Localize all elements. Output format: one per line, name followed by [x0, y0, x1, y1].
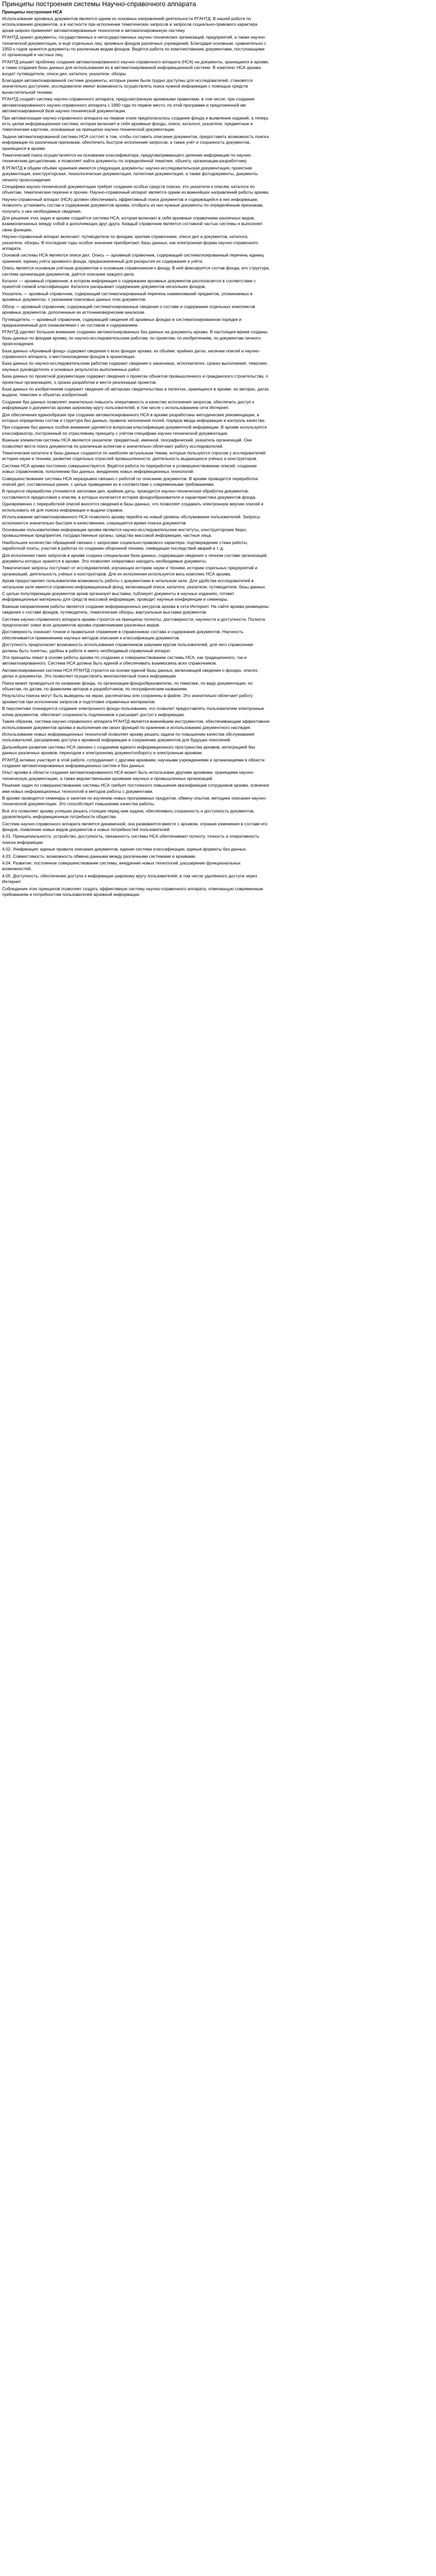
article-paragraph: Для исполнения таких запросов в архиве создана специальная база данных, содержащая сведения о личном составе организаций, документы которых хранятся в архиве. Это позволяет оперативно находить необходимые документы. [2, 552, 268, 564]
article-paragraph: Система НСА архива постоянно совершенствуется. Ведётся работа по переработке и усовершенствованию описей, созданию новых справочников, пополнению баз данных, внедрению новых информационных технологий. [2, 463, 257, 474]
article-paragraph: В процессе переработки уточняются заголовки дел, крайние даты, проводится научно-техническая обработка документов, составляются предисловия к описям, в которых излагается история фондообразователя и характеристика документов фонда. [2, 488, 257, 500]
article-paragraph: База данных «Архивный фонд» содержит сведения о всех фондах архива, их объёме, крайних датах, наличии описей и научно-справочного аппарата, о местонахождении фондов в хранилищах. [2, 348, 260, 359]
article-paragraph: При автоматизации научно-справочного аппарата на первом этапе предполагалось создание фонда и выявление изданий, а теперь есть целая информационная система, которая включает в себя архивные фонды, описи, каталоги, указатели, предметные и тематические карточки, основанные на принципах научно-технической документации. [2, 115, 269, 132]
article-paragraph: В перспективе планируется создание электронного фонда пользования, что позволит предоставлять пользователям электронные копии документов, обеспечит сохранность подлинников и расширит доступ к информации. [2, 706, 264, 717]
article-paragraph: Достоверность означает точное и правильное отражение в справочниках состава и содержания документов. Научность обеспечивается применением научных методов описания и классификации документов. [2, 629, 243, 640]
article-paragraph: База данных по научно-исследовательским работам содержит сведения о заказчиках, исполнителях, сроках выполнения, тематике, научных руководителях и основных результатах выполненных работ. [2, 361, 268, 372]
article-paragraph: В архиве проводятся семинары и занятия по изучению новых программных продуктов, обмену опытом, методике описания научно-технической документации. Это способствует повышению качества работы. [2, 795, 267, 807]
article-paragraph: Решение задач по совершенствованию системы НСА требует постоянного повышения квалификации сотрудников архива, освоения ими новых информационных технологий и методов работы с документами. [2, 783, 269, 794]
article-paragraph: С целью популяризации документов архив организует выставки, публикует документы в научных изданиях, готовит информационные материалы для средств массовой информации, проводит научные конференции и семинары. [2, 590, 235, 602]
article-paragraph: База данных по изобретениям содержит сведения об авторских свидетельствах и патентах, хранящихся в архиве, их авторах, датах выдачи, тематике и объектах изобретений. [2, 386, 269, 398]
article-paragraph: Всё это позволяет архиву успешно решать стоящие перед ним задачи, обеспечивать сохранность и доступность документов, удовлетворять информационные потребности общества. [2, 808, 255, 820]
article-paragraph: Важным направлением работы является создание информационных ресурсов архива в сети Интернет. На сайте архива размещены сведения о составе фондов, путеводитель, тематические обзоры, виртуальные выставки документов. [2, 603, 269, 615]
article-paragraph: Научно-справочный аппарат включает: путеводители по фондам, краткие справочники, описи дел и документов, каталоги, указатели, обзоры. В последние годы особое значение приобретают базы данных, как электронная форма научно-справочного аппарата. [2, 234, 258, 251]
article-paragraph: Важным элементом системы НСА являются указатели: предметный, именной, географический, указатель организаций. Они позволяют вести поиск документов по различным аспектам и значительно облегчают работу исследователей. [2, 437, 252, 449]
article-paragraph: РГАНТД решает проблему создания автоматизированного научно-справочного аппарата (НСА) на документы, хранящиеся в архиве, а также создания базы данных для использования их в автоматизированной информационной системе. В комплекс НСА архива входят путеводители, описи дел, каталоги, указатели, обзоры. [2, 59, 269, 76]
article-paragraph: Специфика научно-технической документации требует создания особых средств поиска: это указатели к описям, каталоги по объектам, тематические перечни и прочее. Научно-справочный аппарат является одним из важнейших направлений работы архива. [2, 183, 270, 195]
article-paragraph: Создание баз данных позволяет значительно повысить оперативность и качество исполнения запросов, обеспечить доступ к информации о документах архива широкому кругу пользователей, в том числе с использованием сети Интернет. [2, 399, 254, 411]
article-paragraph: РГАНТД активно участвует в этой работе, сотрудничает с другими архивами, научными учреждениями и организациями в области создания автоматизированных информационных систем и баз данных. [2, 757, 265, 768]
article-paragraph: Совершенствование системы НСА неразрывно связано с работой по описанию документов. В архиве проводится переработка описей дел, составленных ранее, с целью приведения их в соответствие с современными требованиями. [2, 476, 258, 487]
article-paragraph: 4.04. Развитие: постоянное совершенствование системы, внедрение новых технологий, расширение функциональных возможностей. [2, 860, 241, 872]
article-paragraph: Тематический поиск осуществляется на основании классификатора, предусматривающего деление информации по научно-техническим дисциплинам, и позволяет найти документы по определённой тематике, объекту, организации-разработчику. [2, 152, 252, 164]
article-paragraph: 4.01. Принципиальность: устройство, доступность, связанность системы НСА обеспечивают полноту, точность и оперативность поиска информации. [2, 834, 259, 845]
article-body [0, 16, 436, 897]
article-paragraph: Использование новых информационных технологий позволяет архиву решать задачи по повышению качества обслуживания пользователей, расширению доступа к архивной информации и сохранению документов для будущих поколений. [2, 731, 255, 743]
article-paragraph: Наибольшее количество обращений связано с запросами социально-правового характера: подтверждение стажа работы, заработной платы, участия в работах по созданию оборонной техники, ликвидации последствий аварий и т. д. [2, 539, 248, 551]
article-paragraph: База данных по проектной документации содержит сведения о проектах объектов промышленного и гражданского строительства, о проектных организациях, о сроках разработки и месте реализации проектов. [2, 374, 268, 385]
article-paragraph: Одновременно с переработкой описей вносятся сведения в базы данных, что позволяет создавать электронную версию описей и использовать её для поиска информации и выдачи справок. [2, 501, 264, 513]
article-paragraph: Система научно-справочного аппарата является динамичной, она развивается вместе с архивом, отражая изменения в составе его фондов, появление новых видов документов и новых потребностей пользователей. [2, 821, 268, 832]
article-paragraph: Для решения этих задач в архиве создаётся система НСА, которая включает в себя архивные справочники различных видов, взаимосвязанных между собой и дополняющих друг друга. Каждый справочник является составной частью системы и выполняет свою функцию. [2, 215, 263, 232]
article-paragraph: Поиск может проводиться по названию фонда, по организации-фондообразователю, по тематике, по виду документации, по объектам, по датам, по фамилиям авторов и разработчиков, по географическим названиям. [2, 680, 253, 692]
article-paragraph: Архив предоставляет пользователям возможность работы с документами в читальном зале. Для удобства исследователей в читальном зале имеется справочно-информационный фонд, включающий описи, каталоги, указатели, путеводители, базы данных. [2, 578, 267, 589]
article-paragraph: 4.03. Совместимость: возможность обмена данными между различными системами и архивами. [2, 853, 197, 859]
article-paragraph: Использование автоматизированного НСА позволило архиву перейти на новый уровень обслуживания пользователей. Запросы исполняются значительно быстрее и качественнее, сокращается время поиска документов. [2, 514, 260, 526]
page-title: Принципы построения системы Научно-справочного аппарата [2, 0, 196, 8]
document-page [0, 0, 436, 897]
article-paragraph: Основой системы НСА являются описи дел. Опись — архивный справочник, содержащий систематизированный перечень единиц хранения, единиц учёта архивного фонда, предназначенный для раскрытия их содержания и учёта. [2, 252, 264, 264]
article-paragraph: Тематические запросы поступают от исследователей, изучающих историю науки и техники, историю отдельных предприятий и организаций, деятельность учёных и конструкторов. Для их исполнения используется весь комплекс НСА архива. [2, 565, 257, 577]
article-paragraph: РГАНТД создаёт систему научно-справочного аппарата, предусмотренную архивными правилами, в том числе: при создании автоматизированного научно-справочного аппарата с 1990 года по первое место, по этой программе и предложенной им автоматизированной базе научно-технической документации. [2, 96, 255, 114]
section-heading: Принципы построения НСА [2, 9, 62, 14]
article-paragraph: Таким образом, система научно-справочного аппарата РГАНТД является важнейшим инструментом, обеспечивающим эффективное использование документов архива и выполнение им своих функций по хранению и использованию документного наследия. [2, 719, 270, 730]
article-paragraph: Обзор — архивный справочник, содержащий систематизированные сведения о составе и содержании отдельных комплексов архивных документов, дополненные их источниковедческим анализом. [2, 303, 255, 315]
article-paragraph: Путеводитель — архивный справочник, содержащий сведения об архивных фондах в систематизированном порядке и предназначенный для ознакомления с их составом и содержанием. [2, 316, 242, 328]
article-paragraph: При создании баз данных особое внимание уделяется вопросам классификации документной информации. В архиве используется классификатор, построенный по отраслевому принципу с учётом специфики научно-технической документации. [2, 425, 267, 436]
article-paragraph: Соблюдение этих принципов позволяет создать эффективную систему научно-справочного аппарата, отвечающую современным требованиям и потребностям пользователей архивной информации. [2, 886, 263, 897]
article-paragraph: Научно-справочный аппарат (НСА) должен обеспечивать эффективный поиск документов и содержащейся в них информации, позволять установить состав и содержание документов архива, отобрать из них нужные документы по определённым признакам, получить о них необходимые сведения. [2, 196, 264, 214]
article-paragraph: Тематические каталоги и базы данных создаются по наиболее актуальным темам, которые пользуются спросом у исследователей: история науки и техники, развитие отдельных отраслей промышленности, деятельность выдающихся учёных и конструкторов. [2, 450, 267, 462]
article-paragraph: Опыт архива в области создания автоматизированного НСА может быть использован другими архивами, хранящими научно-техническую документацию, а также ведомственными архивами научных и промышленных организаций. [2, 770, 255, 781]
article-paragraph: Доступность предполагает возможность использования справочников широким кругом пользователей, для чего справочники должны быть понятны, удобны в работе и иметь необходимый справочный аппарат. [2, 642, 253, 653]
article-paragraph: Эти принципы лежат в основе работы архива по созданию и совершенствованию системы НСА, как традиционного, так и автоматизированного. Система НСА должна быть единой и обеспечивать взаимосвязь всех справочников. [2, 655, 247, 666]
article-paragraph: Для обеспечения единообразия при создании автоматизированного НСА в архиве разработаны методические рекомендации, в которых определены состав и структура баз данных, правила заполнения полей, порядок ввода информации и контроль качества. [2, 412, 266, 423]
article-paragraph: Благодаря автоматизированной системе документы, которые ранее были трудно доступны для исследователей, становятся значительно доступнее, исследователи имеют возможность осуществлять поиск нужной информации с помощью средств вычислительной техники. [2, 78, 253, 95]
article-paragraph: Система научно-справочного аппарата архива строится на принципах полноты, достоверности, научности и доступности. Полнота предполагает охват всех документов архива справочниками различных видов. [2, 616, 265, 628]
article-paragraph: Опись является основным учётным документом и основным справочником к фонду. В ней фиксируется состав фонда, его структура, система организации документов, даётся описание каждого дела. [2, 265, 270, 277]
article-paragraph: Каталог — архивный справочник, в котором информация о содержании архивных документов располагается в соответствии с принятой схемой классификации. Каталоги раскрывают содержание документов нескольких фондов. [2, 278, 256, 290]
article-paragraph: Дальнейшее развитие системы НСА связано с созданием единого информационного пространства архивов, интеграцией баз данных различных архивов, переходом к электронному документообороту и электронным архивам. [2, 744, 255, 756]
article-paragraph: Автоматизированная система НСА РГАНТД строится на основе единой базы данных, включающей сведения о фондах, описях, делах и документах. Это позволяет осуществлять многоаспектный поиск информации. [2, 667, 259, 679]
article-paragraph: Использование архивных документов является одним из основных направлений деятельности РГАНТД. В нашей работе по использованию документов, а в частности при исполнении тематических запросов и запросов социально-правового характера архив широко применяет автоматизированные технологии и автоматизированную систему. [2, 16, 258, 33]
article-paragraph: Основными пользователями информации архива являются научно-исследовательские институты, конструкторские бюро, промышленные предприятия, государственные органы, средства массовой информации, частные лица. [2, 527, 247, 538]
article-paragraph: Задачи автоматизированной системы НСА состоят в том, чтобы составить описание документов, предоставить возможность поиска информации по различным признакам, обеспечить быстрое исполнение запросов, а также учёт и сохранность документов, хранящихся в архиве. [2, 133, 269, 151]
article-paragraph: Результаты поиска могут быть выведены на экран, распечатаны или сохранены в файле. Это значительно облегчает работу архивистов при исполнении запросов и подготовке справочных материалов. [2, 693, 253, 704]
article-paragraph: 4.02. Унификация: единые правила описания документов, единая система классификации, единые форматы баз данных. [2, 846, 247, 852]
article-paragraph: Указатель — архивный справочник, содержащий систематизированный перечень наименований предметов, упоминаемых в архивных документах, с указанием поисковых данных этих документов. [2, 291, 253, 302]
article-paragraph: 4.05. Доступность: обеспечение доступа к информации широкому кругу пользователей, в том числе удалённого доступа через Интернет. [2, 873, 257, 885]
article-paragraph: В РГАНТД в общем объёме хранения имеются следующие документы: научно-исследовательская документация, проектная документация, конструкторская, технологическая документация, патентная документация, а также фотодокументы, документы личного происхождения. [2, 165, 258, 182]
article-paragraph: РГАНТД хранит документы, государственных и негосударственных научно-технических организаций, предприятий, а также научно-технической документации, и ещё отдельных лиц: архивных фондов различных учреждений, Благодаря основным, сравнительно с 1950-х годов хранятся документы по различным видам фондов. Ведётся работа по комплектованию документами, поступающими от организаций и частных лиц. [2, 35, 267, 58]
article-paragraph: РГАНТД уделяет большое внимание созданию автоматизированных баз данных на документы архива. В настоящее время созданы базы данных по фондам архива, по научно-исследовательским работам, по проектам, по изобретениям, по документам личного происхождения. [2, 329, 268, 347]
